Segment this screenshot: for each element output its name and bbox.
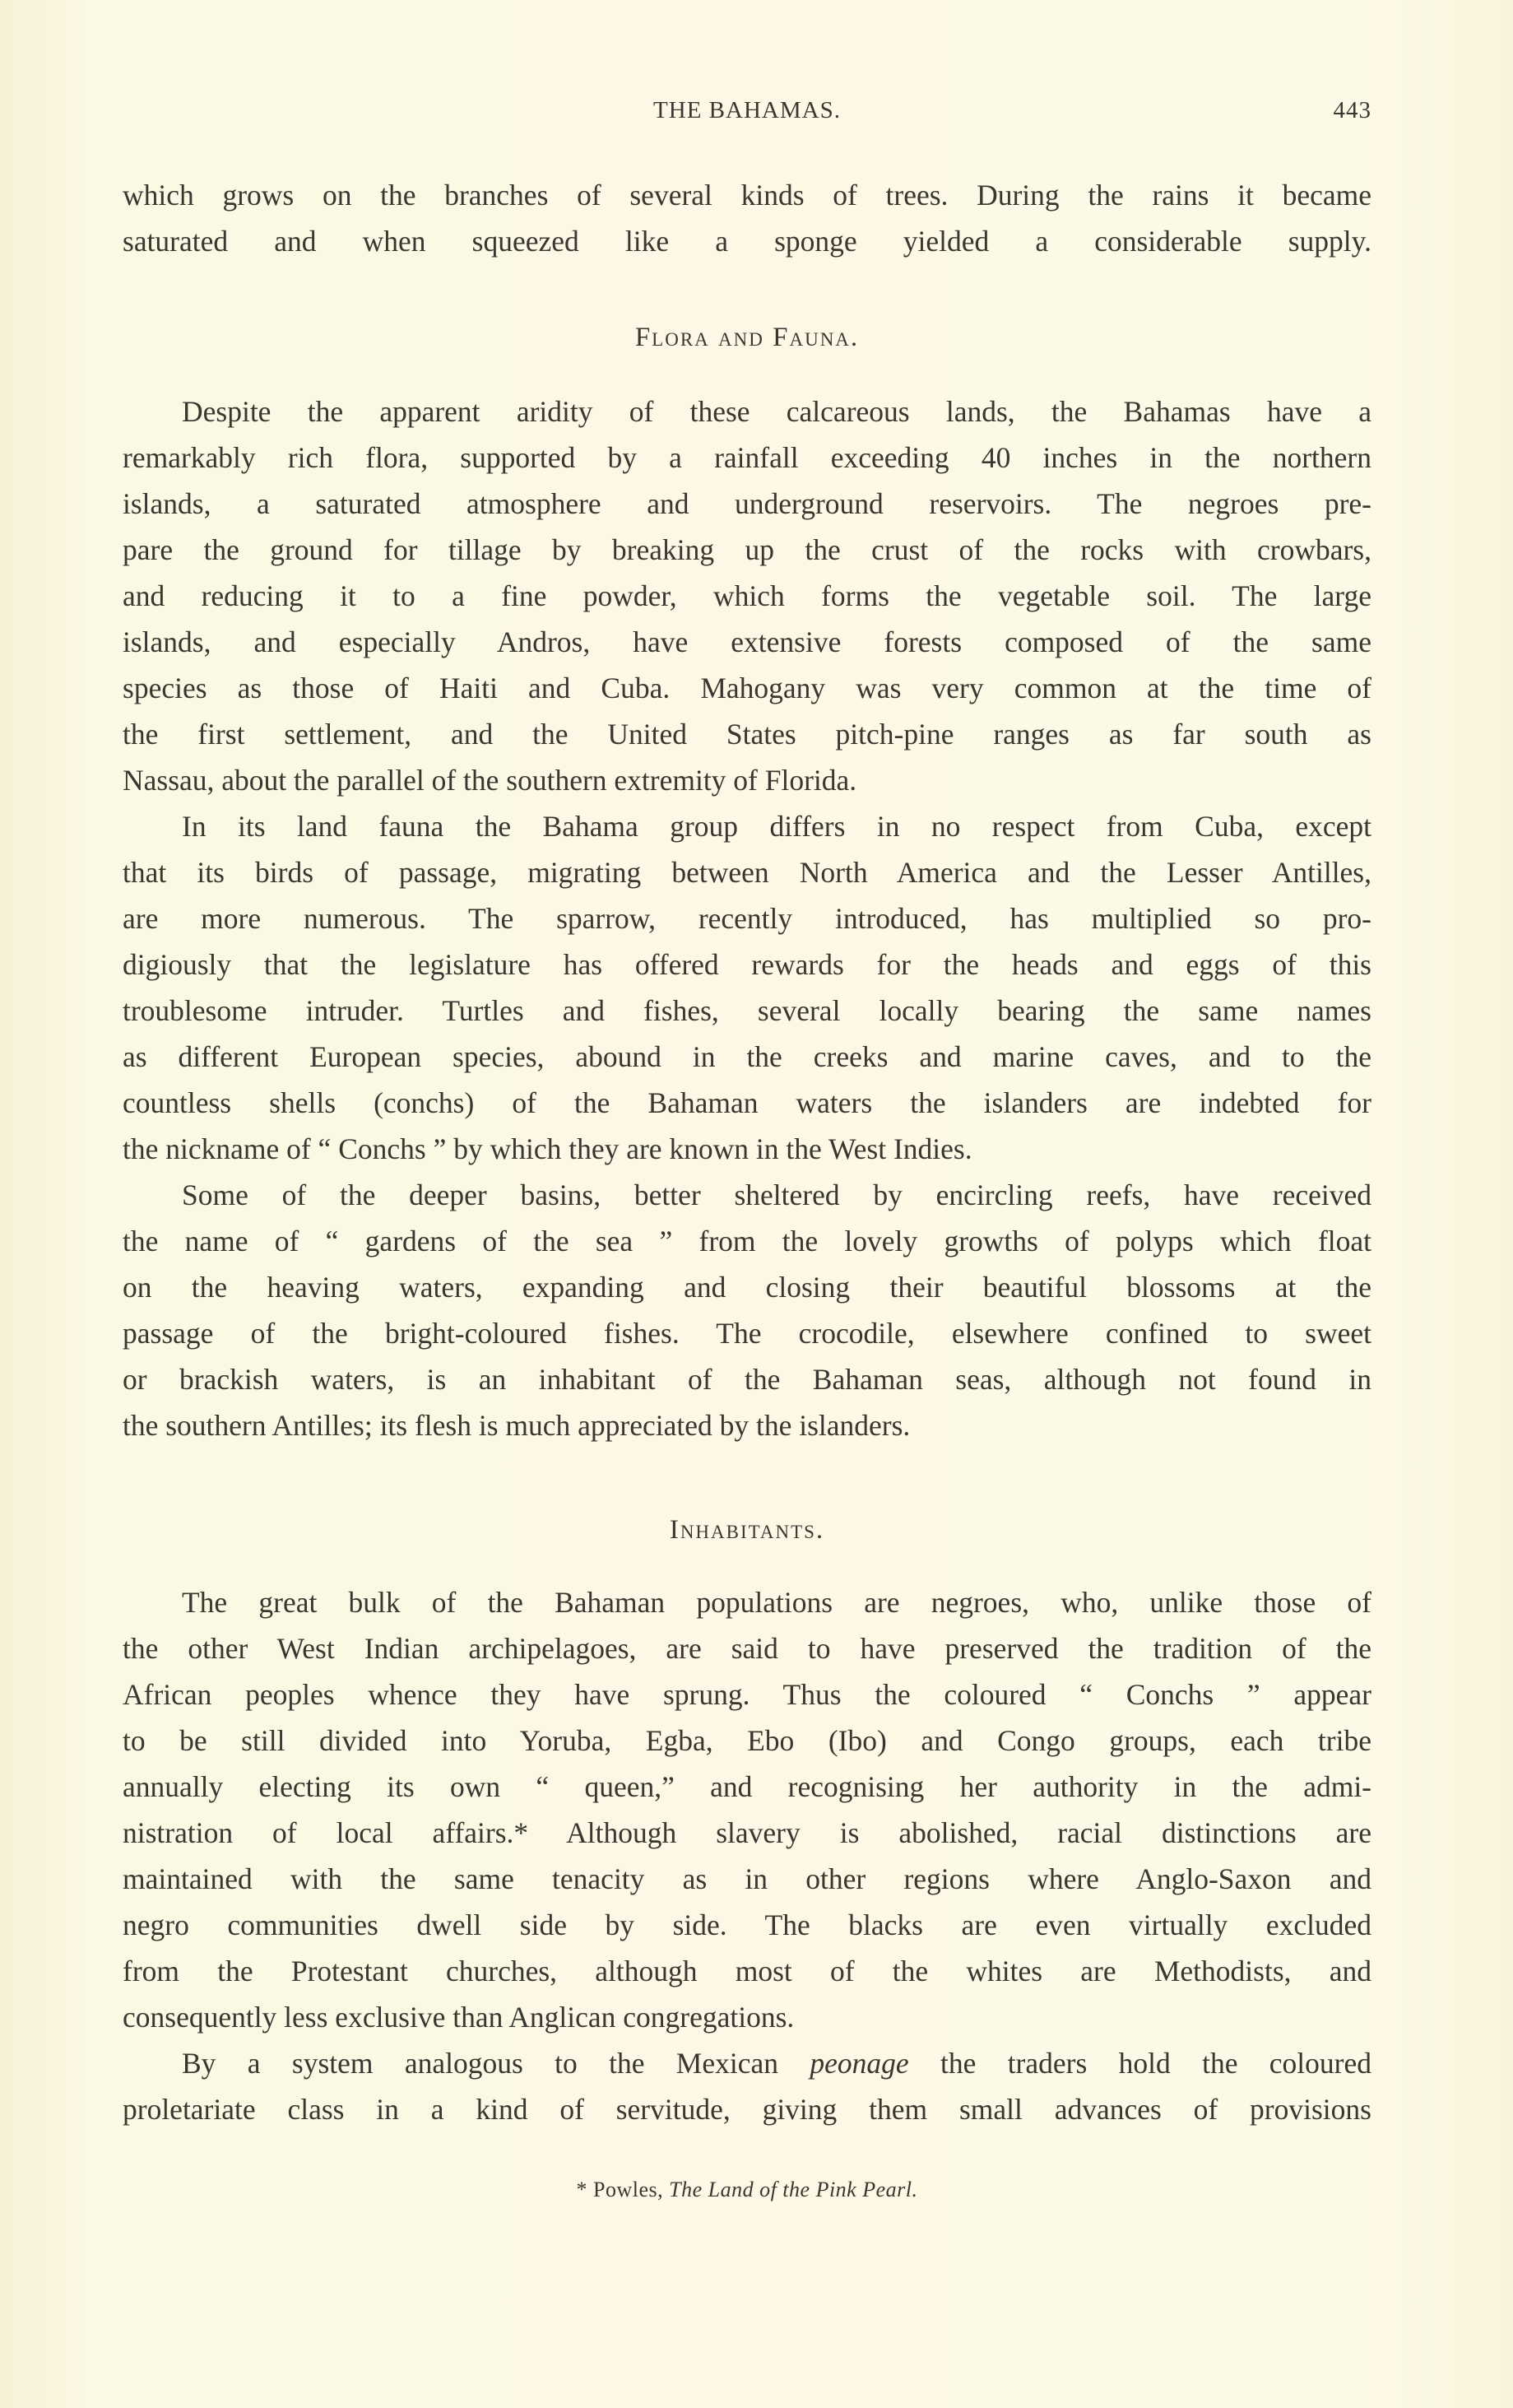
text-line: negro communities dwell side by side. The blacks are even virtually excluded [123,1908,1371,1941]
footnote [123,2178,1371,2202]
text-line: digiously that the legislature has offered rewards for the heads and eggs of this [123,948,1371,981]
text-line: on the heaving waters, expanding and closing their beautiful blossoms at the [123,1271,1371,1304]
text-line: are more numerous. The sparrow, recently introduced, has multiplied so pro- [123,902,1371,935]
paragraph-block-top [123,172,1371,264]
text-line: In its land fauna the Bahama group differs in no respect from Cuba, except [182,810,1371,843]
text-line: consequently less exclusive than Anglican congregations. [123,2001,795,2034]
text-line: saturated and when squeezed like a sponge yielded a considerable supply. [123,225,1371,258]
page-number: 443 [1333,97,1371,123]
text-line: as different European species, abound in the creeks and marine caves, and to the [123,1040,1371,1073]
section-heading-inhabitants: Inhabitants. [669,1515,825,1545]
running-header [123,97,1371,133]
text-line: nistration of local affairs.* Although slavery is abolished, racial distinctions are [123,1816,1371,1849]
paragraph [123,388,1371,803]
text-line: African peoples whence they have sprung. Thus the coloured “ Conchs ” appear [123,1678,1371,1711]
text-span: By a system analogous to the Mexican [182,2047,810,2080]
text-line: species as those of Haiti and Cuba. Mahogany was very common at the time of [123,672,1371,704]
text-line: Some of the deeper basins, better sheltered by encircling reefs, have received [182,1178,1371,1211]
text-line: remarkably rich flora, supported by a rainfall exceeding 40 inches in the northern [123,441,1371,474]
text-line: Nassau, about the parallel of the southern extremity of Florida. [123,764,857,797]
text-span: the traders hold the coloured [908,2047,1371,2080]
text-line: islands, a saturated atmosphere and underground reservoirs. The negroes pre- [123,487,1371,520]
text-line: which grows on the branches of several kinds of trees. During the rains it became [123,179,1371,212]
section-heading-flora-and-fauna: Flora and Fauna. [634,323,860,352]
paragraph [123,1172,1371,1448]
text-line: passage of the bright-coloured fishes. The crocodile, elsewhere confined to sweet [123,1317,1371,1350]
text-line: troublesome intruder. Turtles and fishes, several locally bearing the same names [123,994,1371,1027]
text-line: the other West Indian archipelagoes, are said to have preserved the tradition of the [123,1632,1371,1665]
text-line: the southern Antilles; its flesh is much appreciated by the islanders. [123,1409,911,1442]
text-line: or brackish waters, is an inhabitant of the Bahaman seas, although not found in [123,1363,1371,1396]
text-line: Despite the apparent aridity of these calcareous lands, the Bahamas have a [182,395,1371,428]
footnote-title: The Land of the Pink Pearl. [669,2178,918,2201]
text-line: annually electing its own “ queen,” and recognising her authority in the admi- [123,1770,1371,1803]
text-line: The great bulk of the Bahaman populations are negroes, who, unlike those of [182,1586,1371,1619]
text-line: the nickname of “ Conchs ” by which they are known in the West Indies. [123,1132,972,1165]
text-line: and reducing it to a fine powder, which forms the vegetable soil. The large [123,579,1371,612]
text-line: the first settlement, and the United States pitch-pine ranges as far south as [123,718,1371,751]
paragraph-block-inhabitants [123,1579,1371,2132]
text-line: islands, and especially Andros, have extensive forests composed of the same [123,625,1371,658]
running-title: THE BAHAMAS. [653,97,841,123]
text-line: pare the ground for tillage by breaking up the crust of the rocks with crowbars, [123,533,1371,566]
italic-term: peonage [810,2047,909,2080]
text-line: that its birds of passage, migrating between North America and the Lesser Antilles, [123,856,1371,889]
text-line [123,2040,1371,2086]
paragraph-block-flora [123,388,1371,1448]
paragraph [123,2040,1371,2132]
text-line: the name of “ gardens of the sea ” from the lovely growths of polyps which float [123,1225,1371,1257]
text-line: countless shells (conchs) of the Bahaman waters the islanders are indebted for [123,1086,1371,1119]
text-line: proletariate class in a kind of servitude, giving them small advances of provisions [123,2093,1371,2126]
text-line: to be still divided into Yoruba, Egba, Ebo (Ibo) and Congo groups, each tribe [123,1724,1371,1757]
paragraph [123,803,1371,1172]
text-line: from the Protestant churches, although most of the whites are Methodists, and [123,1955,1371,1987]
text-line: maintained with the same tenacity as in other regions where Anglo-Saxon and [123,1862,1371,1895]
footnote-marker: * Powles, [576,2178,670,2201]
paragraph [123,172,1371,264]
paragraph [123,1579,1371,2040]
